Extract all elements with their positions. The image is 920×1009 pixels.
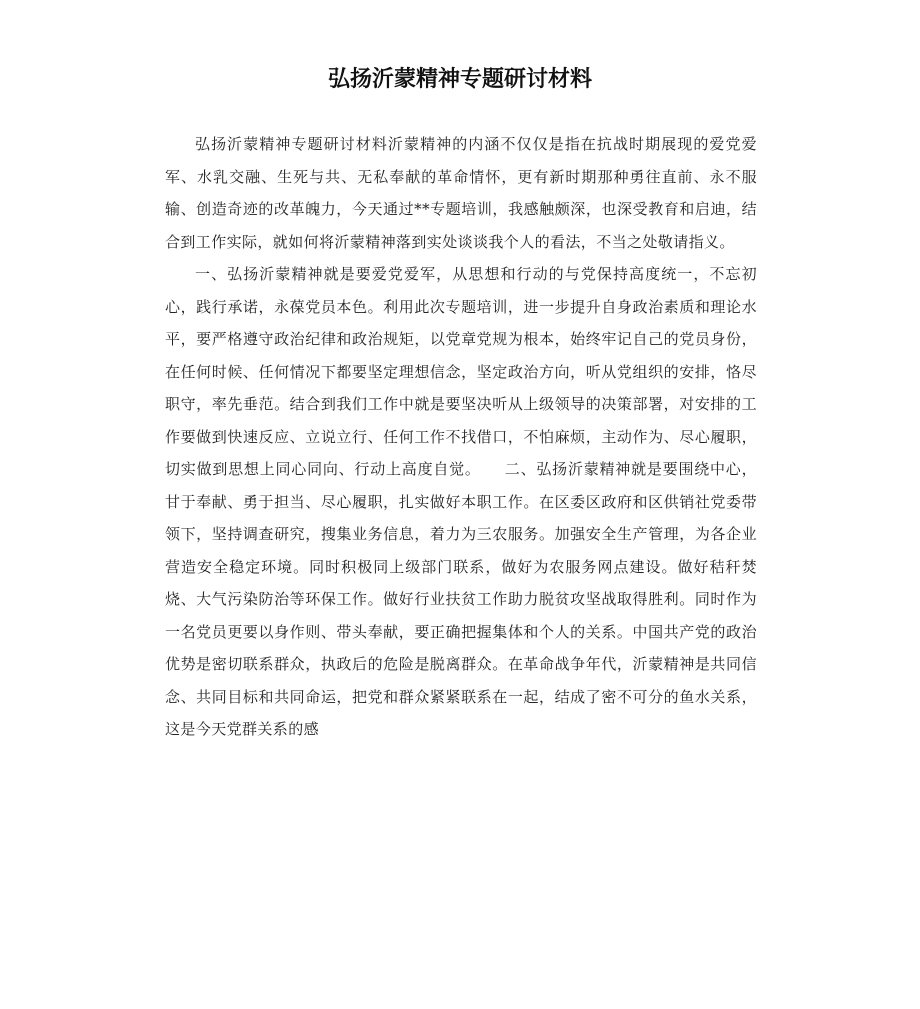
paragraph-main: 一、弘扬沂蒙精神就是要爱党爱军，从思想和行动的与党保持高度统一，不忘初心，践行承诺，永葆党员本色。利用此次专题培训，进一步提升自身政治素质和理论水平，要严格遵守政治纪律和政治规矩，以党章党规为根本，始终牢记自己的党员身份，在任何时候、任何情况下都要坚定理想信念，坚定政治方向，听从党组织的安排，恪尽职守，率先垂范。结合到我们工作中就是要坚决听从上级领导的决策部署，对安排的工作要做到快速反应、立说立行、任何工作不找借口，不怕麻烦，主动作为、尽心履职，切实做到思想上同心同向、行动上高度自觉。 二、弘扬沂蒙精神就是要围绕中心，甘于奉献、勇于担当、尽心履职，扎实做好本职工作。在区委区政府和区供销社党委带领下，坚持调查研究，搜集业务信息，着力为三农服务。加强安全生产管理，为各企业营造安全稳定环境。同时积极同上级部门联系，做好为农服务网点建设。做好秸秆焚烧、大气污染防治等环保工作。做好行业扶贫工作助力脱贫攻坚战取得胜利。同时作为一名党员更要以身作则、带头奉献，要正确把握集体和个人的关系。中国共产党的政治优势是密切联系群众，执政后的危险是脱离群众。在革命战争年代，沂蒙精神是共同信念、共同目标和共同命运，把党和群众紧紧联系在一起，结成了密不可分的鱼水关系，这是今天党群关系的感 (165, 265, 757, 738)
document-title: 弘扬沂蒙精神专题研讨材料 (327, 67, 592, 92)
paragraph-intro: 弘扬沂蒙精神专题研讨材料沂蒙精神的内涵不仅仅是指在抗战时期展现的爱党爱军、水乳交融、生死与共、无私奉献的革命情怀，更有新时期那种勇往直前、永不服输、创造奇迹的改革魄力，今天通过**专题培训，我感触颇深，也深受教育和启迪，结合到工作实际，就如何将沂蒙精神落到实处谈谈我个人的看法，不当之处敬请指义。 (165, 135, 757, 251)
document-body (165, 128, 757, 746)
